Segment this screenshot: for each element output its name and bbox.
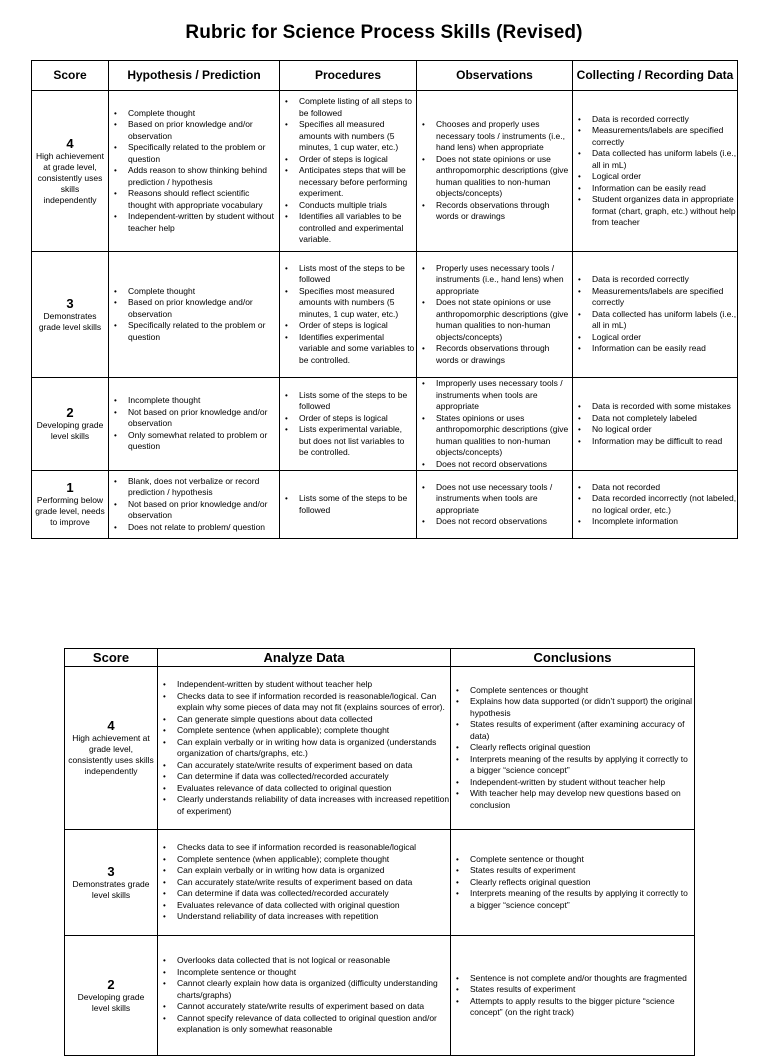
criterion-item: • Based on prior knowledge and/or observation [112,119,279,142]
score-cell [32,378,109,471]
observations-cell [417,378,573,471]
hypothesis-cell [109,91,280,252]
criterion-item: • Based on prior knowledge and/or observation [112,297,279,320]
score-cell [32,91,109,252]
analyze-data-cell [158,830,451,936]
score-number: 3 [66,295,74,311]
criterion-item: • Data collected has uniform labels (i.e., all in mL) [576,148,737,171]
hypothesis-cell [109,252,280,378]
criterion-item: • Checks data to see if information recorded is reasonable/logical. Can explain why some pieces of data may not fit (explains sources of error). [161,691,450,714]
criterion-item: • Complete listing of all steps to be followed [283,96,416,119]
criterion-item: • Identifies all variables to be controlled and experimental variable. [283,211,416,246]
criterion-item: • Specifies all measured amounts with numbers (5 minutes, 1 cup water, etc.) [283,119,416,154]
criterion-item: • Overlooks data collected that is not logical or reasonable [161,955,450,967]
criterion-item: • Blank, does not verbalize or record prediction / hypothesis [112,476,279,499]
criterion-item: • Complete sentence (when applicable); complete thought [161,854,450,866]
criterion-item: • Can explain verbally or in writing how data is organized (understands organization of charts/graphs, etc.) [161,737,450,760]
criterion-item: • Reasons should reflect scientific thought with appropriate vocabulary [112,188,279,211]
table1-header-row [32,61,738,91]
criterion-item: • Interprets meaning of the results by applying it correctly to a bigger “science concept” [454,888,694,911]
criterion-item: • Data is recorded correctly [576,274,737,286]
hypothesis-list [109,108,279,235]
criterion-item: • Does not record observations [420,516,572,528]
criterion-item: • Explains how data supported (or didn’t support) the original hypothesis [454,696,694,719]
procedures-cell [280,252,417,378]
criterion-item: • Lists most of the steps to be followed [283,263,416,286]
observations-list [417,482,572,528]
conclusions-cell [451,936,695,1056]
table2-row [65,936,695,1056]
criterion-item: • Improperly uses necessary tools / instruments when tools are appropriate [420,378,572,413]
table1-row [32,471,738,539]
score-number: 4 [66,135,74,151]
conclusions-list [451,854,694,912]
procedures-cell [280,91,417,252]
criterion-item: • States results of experiment [454,984,694,996]
criterion-item: • Checks data to see if information recorded is reasonable/logical [161,842,450,854]
criterion-item: • Can determine if data was collected/recorded accurately [161,888,450,900]
table1-row [32,378,738,471]
criterion-item: • No logical order [576,424,737,436]
criterion-item: • Conducts multiple trials [283,200,416,212]
score-description: Demonstrates grade level skills [72,878,150,900]
criterion-item: • Properly uses necessary tools / instruments (i.e., hand lens) when appropriate [420,263,572,298]
criterion-item: • Only somewhat related to problem or question [112,430,279,453]
analyze-data-cell [158,667,451,830]
score-description: Developing grade level skills [77,991,145,1013]
procedures-cell [280,378,417,471]
criterion-item: • Clearly understands reliability of data increases with increased repetition of experiment) [161,794,450,817]
score-cell [32,252,109,378]
criterion-item: • Understand reliability of data increases with repetition [161,911,450,923]
criterion-item: • Information may be difficult to read [576,436,737,448]
rubric-table-2 [64,648,695,1056]
score-number: 1 [66,480,74,495]
criterion-item: • Lists experimental variable, but does not list variables to be controlled. [283,424,416,459]
criterion-item: • Incomplete thought [112,395,279,407]
criterion-item: • Can generate simple questions about data collected [161,714,450,726]
criterion-item: • Does not state opinions or use anthropomorphic descriptions (give human qualities to non-human objects/concepts) [420,297,572,343]
criterion-item: • Attempts to apply results to the bigger picture “science concept” (on the right track) [454,996,694,1019]
criterion-item: • Incomplete information [576,516,737,528]
table1-header-score: Score [32,61,109,91]
criterion-item: • Does not record observations [420,459,572,471]
criterion-item: • Lists some of the steps to be followed [283,390,416,413]
procedures-list [280,96,416,246]
criterion-item: • States results of experiment [454,865,694,877]
table1-header-data: Collecting / Recording Data [573,61,738,91]
criterion-item: • Specifically related to the problem or question [112,142,279,165]
recording-data-list [573,114,737,229]
criterion-item: • Evaluates relevance of data collected with original question [161,900,450,912]
observations-cell [417,91,573,252]
hypothesis-cell [109,471,280,539]
criterion-item: • With teacher help may develop new questions based on conclusion [454,788,694,811]
score-description: Performing below grade level, needs to improve [35,495,105,527]
criterion-item: • Data collected has uniform labels (i.e., all in mL) [576,309,737,332]
score-cell [65,936,158,1056]
analyze-data-list [158,842,450,923]
hypothesis-list [109,395,279,453]
table1-row [32,91,738,252]
criterion-item: • Clearly reflects original question [454,877,694,889]
table1-header-procedures: Procedures [280,61,417,91]
score-number: 4 [107,718,115,733]
procedures-list [280,390,416,459]
recording-data-list [573,401,737,447]
criterion-item: • Data not completely labeled [576,413,737,425]
criterion-item: • Chooses and properly uses necessary tools / instruments (i.e., hand lens) when appropriate [420,119,572,154]
conclusions-cell [451,667,695,830]
criterion-item: • Measurements/labels are specified correctly [576,125,737,148]
criterion-item: • Lists some of the steps to be followed [283,493,416,516]
criterion-item: • Sentence is not complete and/or thoughts are fragmented [454,973,694,985]
criterion-item: • Specifies most measured amounts with numbers (5 minutes, 1 cup water, etc.) [283,286,416,321]
criterion-item: • Complete sentence (when applicable); complete thought [161,725,450,737]
observations-list [417,119,572,223]
criterion-item: • Complete thought [112,108,279,120]
hypothesis-cell [109,378,280,471]
rubric-table-1 [31,60,738,539]
criterion-item: • Incomplete sentence or thought [161,967,450,979]
observations-list [417,263,572,367]
criterion-item: • Complete sentence or thought [454,854,694,866]
score-cell [32,471,109,539]
analyze-data-cell [158,936,451,1056]
criterion-item: • Records observations through words or drawings [420,200,572,223]
criterion-item: • Order of steps is logical [283,320,416,332]
criterion-item: • Information can be easily read [576,183,737,195]
criterion-item: • Logical order [576,332,737,344]
criterion-item: • Measurements/labels are specified correctly [576,286,737,309]
score-number: 2 [107,976,115,992]
criterion-item: • Can explain verbally or in writing how data is organized [161,865,450,877]
score-cell [65,667,158,830]
criterion-item: • Cannot accurately state/write results of experiment based on data [161,1001,450,1013]
criterion-item: • Cannot specify relevance of data collected to original question and/or explanation is only somewhat reasonable [161,1013,450,1036]
document-title: Rubric for Science Process Skills (Revised) [185,22,583,43]
criterion-item: • Independent-written by student without teacher help [454,777,694,789]
observations-cell [417,252,573,378]
criterion-item: • Student organizes data in appropriate format (chart, graph, etc.) without help from teacher [576,194,737,229]
criterion-item: • Records observations through words or drawings [420,343,572,366]
table2-header-row [65,649,695,667]
recording-data-cell [573,91,738,252]
observations-cell [417,471,573,539]
criterion-item: • Data recorded incorrectly (not labeled, no logical order, etc.) [576,493,737,516]
conclusions-list [451,973,694,1019]
criterion-item: • Logical order [576,171,737,183]
criterion-item: • Information can be easily read [576,343,737,355]
criterion-item: • Independent-written by student without teacher help [161,679,450,691]
criterion-item: • Adds reason to show thinking behind prediction / hypothesis [112,165,279,188]
table1-header-observations: Observations [417,61,573,91]
criterion-item: • Independent-written by student without teacher help [112,211,279,234]
criterion-item: • Identifies experimental variable and some variables to be controlled. [283,332,416,367]
observations-list [417,378,572,470]
criterion-item: • Data not recorded [576,482,737,494]
criterion-item: • Cannot clearly explain how data is organized (difficulty understanding charts/graphs) [161,978,450,1001]
criterion-item: • Can accurately state/write results of experiment based on data [161,877,450,889]
criterion-item: • Anticipates steps that will be necessary before performing experiment. [283,165,416,200]
conclusions-list [451,685,694,812]
score-description: High achievement at grade level, consistently uses skills independently [68,733,154,776]
procedures-list [280,263,416,367]
criterion-item: • Complete thought [112,286,279,298]
score-description: Developing grade level skills [36,420,104,441]
table1-header-hypothesis: Hypothesis / Prediction [109,61,280,91]
criterion-item: • States results of experiment (after examining accuracy of data) [454,719,694,742]
criterion-item: • Order of steps is logical [283,413,416,425]
criterion-item: • Data is recorded with some mistakes [576,401,737,413]
table2-header-analyze: Analyze Data [158,649,451,667]
criterion-item: • Complete sentences or thought [454,685,694,697]
conclusions-cell [451,830,695,936]
criterion-item: • Not based on prior knowledge and/or observation [112,499,279,522]
criterion-item: • Does not use necessary tools / instruments when tools are appropriate [420,482,572,517]
table2-row [65,830,695,936]
analyze-data-list [158,679,450,817]
recording-data-cell [573,471,738,539]
criterion-item: • Can accurately state/write results of experiment based on data [161,760,450,772]
criterion-item: • States opinions or uses anthropomorphic descriptions (give human qualities to non-human objects/concepts) [420,413,572,459]
table2-row [65,667,695,830]
criterion-item: • Interprets meaning of the results by applying it correctly to a bigger “science concept” [454,754,694,777]
recording-data-list [573,482,737,528]
recording-data-cell [573,252,738,378]
criterion-item: • Not based on prior knowledge and/or observation [112,407,279,430]
recording-data-cell [573,378,738,471]
score-number: 3 [107,863,115,879]
criterion-item: • Does not state opinions or use anthropomorphic descriptions (give human qualities to non-human objects/concepts) [420,154,572,200]
criterion-item: • Does not relate to problem/ question [112,522,279,534]
criterion-item: • Specifically related to the problem or question [112,320,279,343]
score-description: Demonstrates grade level skills [38,310,102,332]
score-number: 2 [66,405,74,420]
criterion-item: • Evaluates relevance of data collected to original question [161,783,450,795]
score-description: High achievement at grade level, consistently uses skills independently [35,150,105,205]
table1-row [32,252,738,378]
score-cell [65,830,158,936]
table2-header-score: Score [65,649,158,667]
criterion-item: • Clearly reflects original question [454,742,694,754]
hypothesis-list [109,476,279,534]
hypothesis-list [109,286,279,344]
procedures-cell [280,471,417,539]
recording-data-list [573,274,737,355]
procedures-list [280,493,416,516]
criterion-item: • Order of steps is logical [283,154,416,166]
criterion-item: • Can determine if data was collected/recorded accurately [161,771,450,783]
criterion-item: • Data is recorded correctly [576,114,737,126]
table2-header-conclusions: Conclusions [451,649,695,667]
